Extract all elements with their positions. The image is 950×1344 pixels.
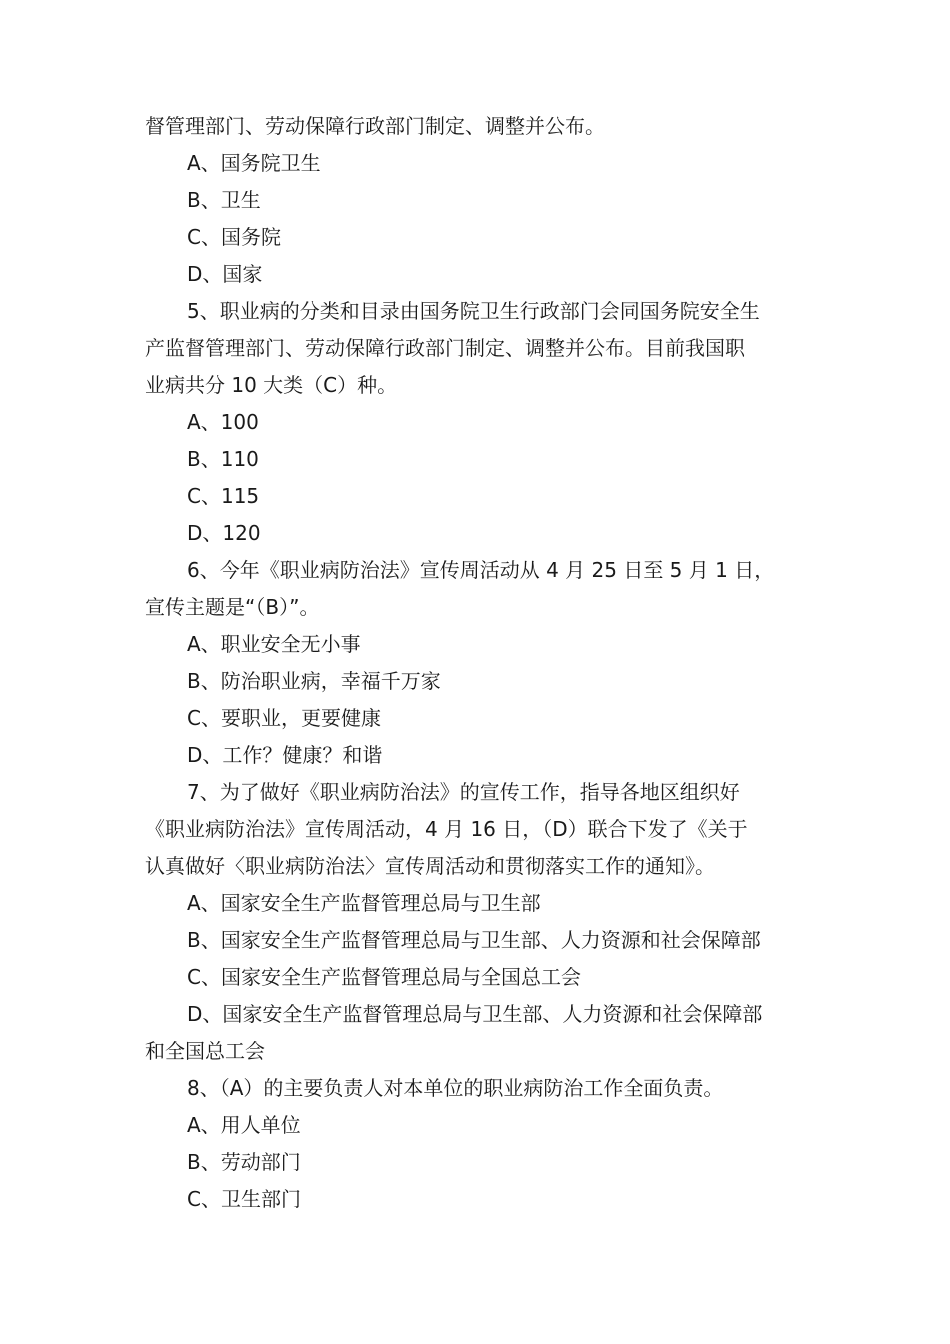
option-line: B、劳动部门 (187, 1150, 301, 1174)
option-line: C、国家安全生产监督管理总局与全国总工会 (187, 965, 581, 989)
text-line: 宣传主题是“（B）”。 (145, 595, 320, 619)
text-line: 和全国总工会 (145, 1039, 265, 1063)
option-line: D、120 (187, 521, 261, 545)
option-line: C、115 (187, 484, 260, 508)
option-line: A、国家安全生产监督管理总局与卫生部 (187, 891, 541, 915)
question-line: 6、今年《职业病防治法》宣传周活动从 4 月 25 日至 5 月 1 日， (187, 558, 775, 582)
option-line: B、国家安全生产监督管理总局与卫生部、人力资源和社会保障部 (187, 928, 761, 952)
option-line: A、国务院卫生 (187, 151, 321, 175)
option-line: B、卫生 (187, 188, 261, 212)
option-line: C、国务院 (187, 225, 281, 249)
text-line: 认真做好〈职业病防治法〉宣传周活动和贯彻落实工作的通知》。 (145, 854, 715, 878)
option-line: D、国家安全生产监督管理总局与卫生部、人力资源和社会保障部 (187, 1002, 763, 1026)
text-line: 业病共分 10 大类（C）种。 (145, 373, 398, 397)
option-line: D、工作？健康？和谐 (187, 743, 383, 767)
option-line: A、用人单位 (187, 1113, 301, 1137)
text-line: 产监督管理部门、劳动保障行政部门制定、调整并公布。目前我国职 (145, 336, 745, 360)
question-line: 7、为了做好《职业病防治法》的宣传工作，指导各地区组织好 (187, 780, 740, 804)
option-line: D、国家 (187, 262, 263, 286)
question-line: 8、（A）的主要负责人对本单位的职业病防治工作全面负责。 (187, 1076, 724, 1100)
option-line: A、职业安全无小事 (187, 632, 361, 656)
text-line: 督管理部门、劳动保障行政部门制定、调整并公布。 (145, 114, 605, 138)
option-line: C、卫生部门 (187, 1187, 301, 1211)
option-line: A、100 (187, 410, 259, 434)
question-line: 5、职业病的分类和目录由国务院卫生行政部门会同国务院安全生 (187, 299, 760, 323)
text-line: 《职业病防治法》宣传周活动，4 月 16 日，（D）联合下发了《关于 (145, 817, 748, 841)
option-line: B、110 (187, 447, 259, 471)
option-line: B、防治职业病，幸福千万家 (187, 669, 441, 693)
option-line: C、要职业，更要健康 (187, 706, 381, 730)
